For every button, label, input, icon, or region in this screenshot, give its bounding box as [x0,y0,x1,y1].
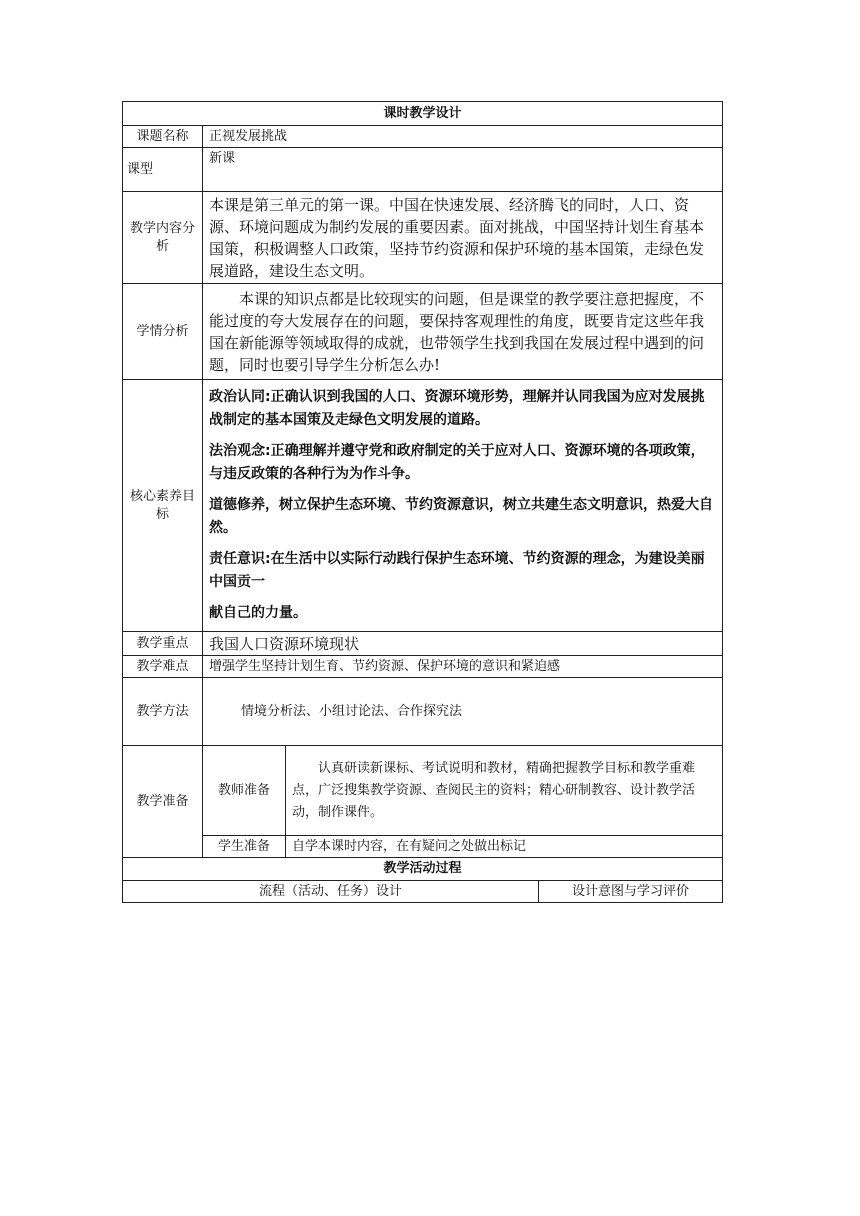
objective-responsibility-continued: 献自己的力量。 [209,605,307,621]
topic-value: 正视发展挑战 [203,126,723,148]
process-title: 教学活动过程 [123,858,723,881]
teacher-prep-label: 教师准备 [203,746,286,836]
content-analysis-value: 本课是第三单元的第一课。中国在快速发展、经济腾飞的同时，人口、资源、环境问题成为制约发展的重要因素。面对挑战，中国坚持计划生育基本国策，积极调整人口政策，坚持节约资源和保护环境的基本国策，走绿色发展道路，建设生态文明。 [203,192,723,284]
flow-design-header: 流程（活动、任务）设计 [123,881,539,903]
lesson-design-document [122,101,722,903]
method-value: 情境分析法、小组讨论法、合作探究法 [203,678,723,746]
student-prep-value: 自学本课时内容，在有疑问之处做出标记 [286,836,723,858]
core-literacy-value [203,380,723,632]
preparation-label: 教学准备 [123,746,203,858]
design-intent-header: 设计意图与学习评价 [539,881,723,903]
key-point-label: 教学重点 [123,632,203,656]
objective-morality: 道德修养，树立保护生态环境、节约资源意识，树立共建生态文明意识，热爱大自然。 [209,497,713,536]
topic-label: 课题名称 [123,126,203,148]
document-title: 课时教学设计 [123,102,723,126]
objective-law: 法治观念:正确理解并遵守党和政府制定的关于应对人口、资源环境的各项政策，与违反政策的各种行为为作斗争。 [209,443,705,482]
type-label: 课型 [123,148,203,192]
key-point-value: 我国人口资源环境现状 [203,632,723,656]
difficulty-label: 教学难点 [123,656,203,678]
learner-analysis-value: 本课的知识点都是比较现实的问题，但是课堂的教学要注意把握度，不能过度的夸大发展存在的问题，要保持客观理性的角度，既要肯定这些年我国在新能源等领域取得的成就，也带领学生找到我国在发展过程中遇到的问题，同时也要引导学生分析怎么办! [203,284,723,380]
learner-analysis-label: 学情分析 [123,284,203,380]
difficulty-value: 增强学生坚持计划生育、节约资源、保护环境的意识和紧迫感 [203,656,723,678]
method-label: 教学方法 [123,678,203,746]
teacher-prep-value: 认真研读新课标、考试说明和教材，精确把握教学目标和教学重难点，广泛搜集教学资源、查阅民主的资料；精心研制教容、设计教学活动，制作课件。 [286,746,723,836]
content-analysis-label: 教学内容分析 [123,192,203,284]
core-literacy-label: 核心素养目标 [123,380,203,632]
lesson-design-table [122,101,723,903]
student-prep-label: 学生准备 [203,836,286,858]
type-value: 新课 [203,148,723,192]
objective-political: 政治认同:正确认识到我国的人口、资源环境形势，理解并认同我国为应对发展挑战制定的基本国策及走绿色文明发展的道路。 [209,389,705,428]
objective-responsibility: 责任意识:在生活中以实际行动践行保护生态环境、节约资源的理念，为建设美丽中国贡一 [209,551,705,590]
